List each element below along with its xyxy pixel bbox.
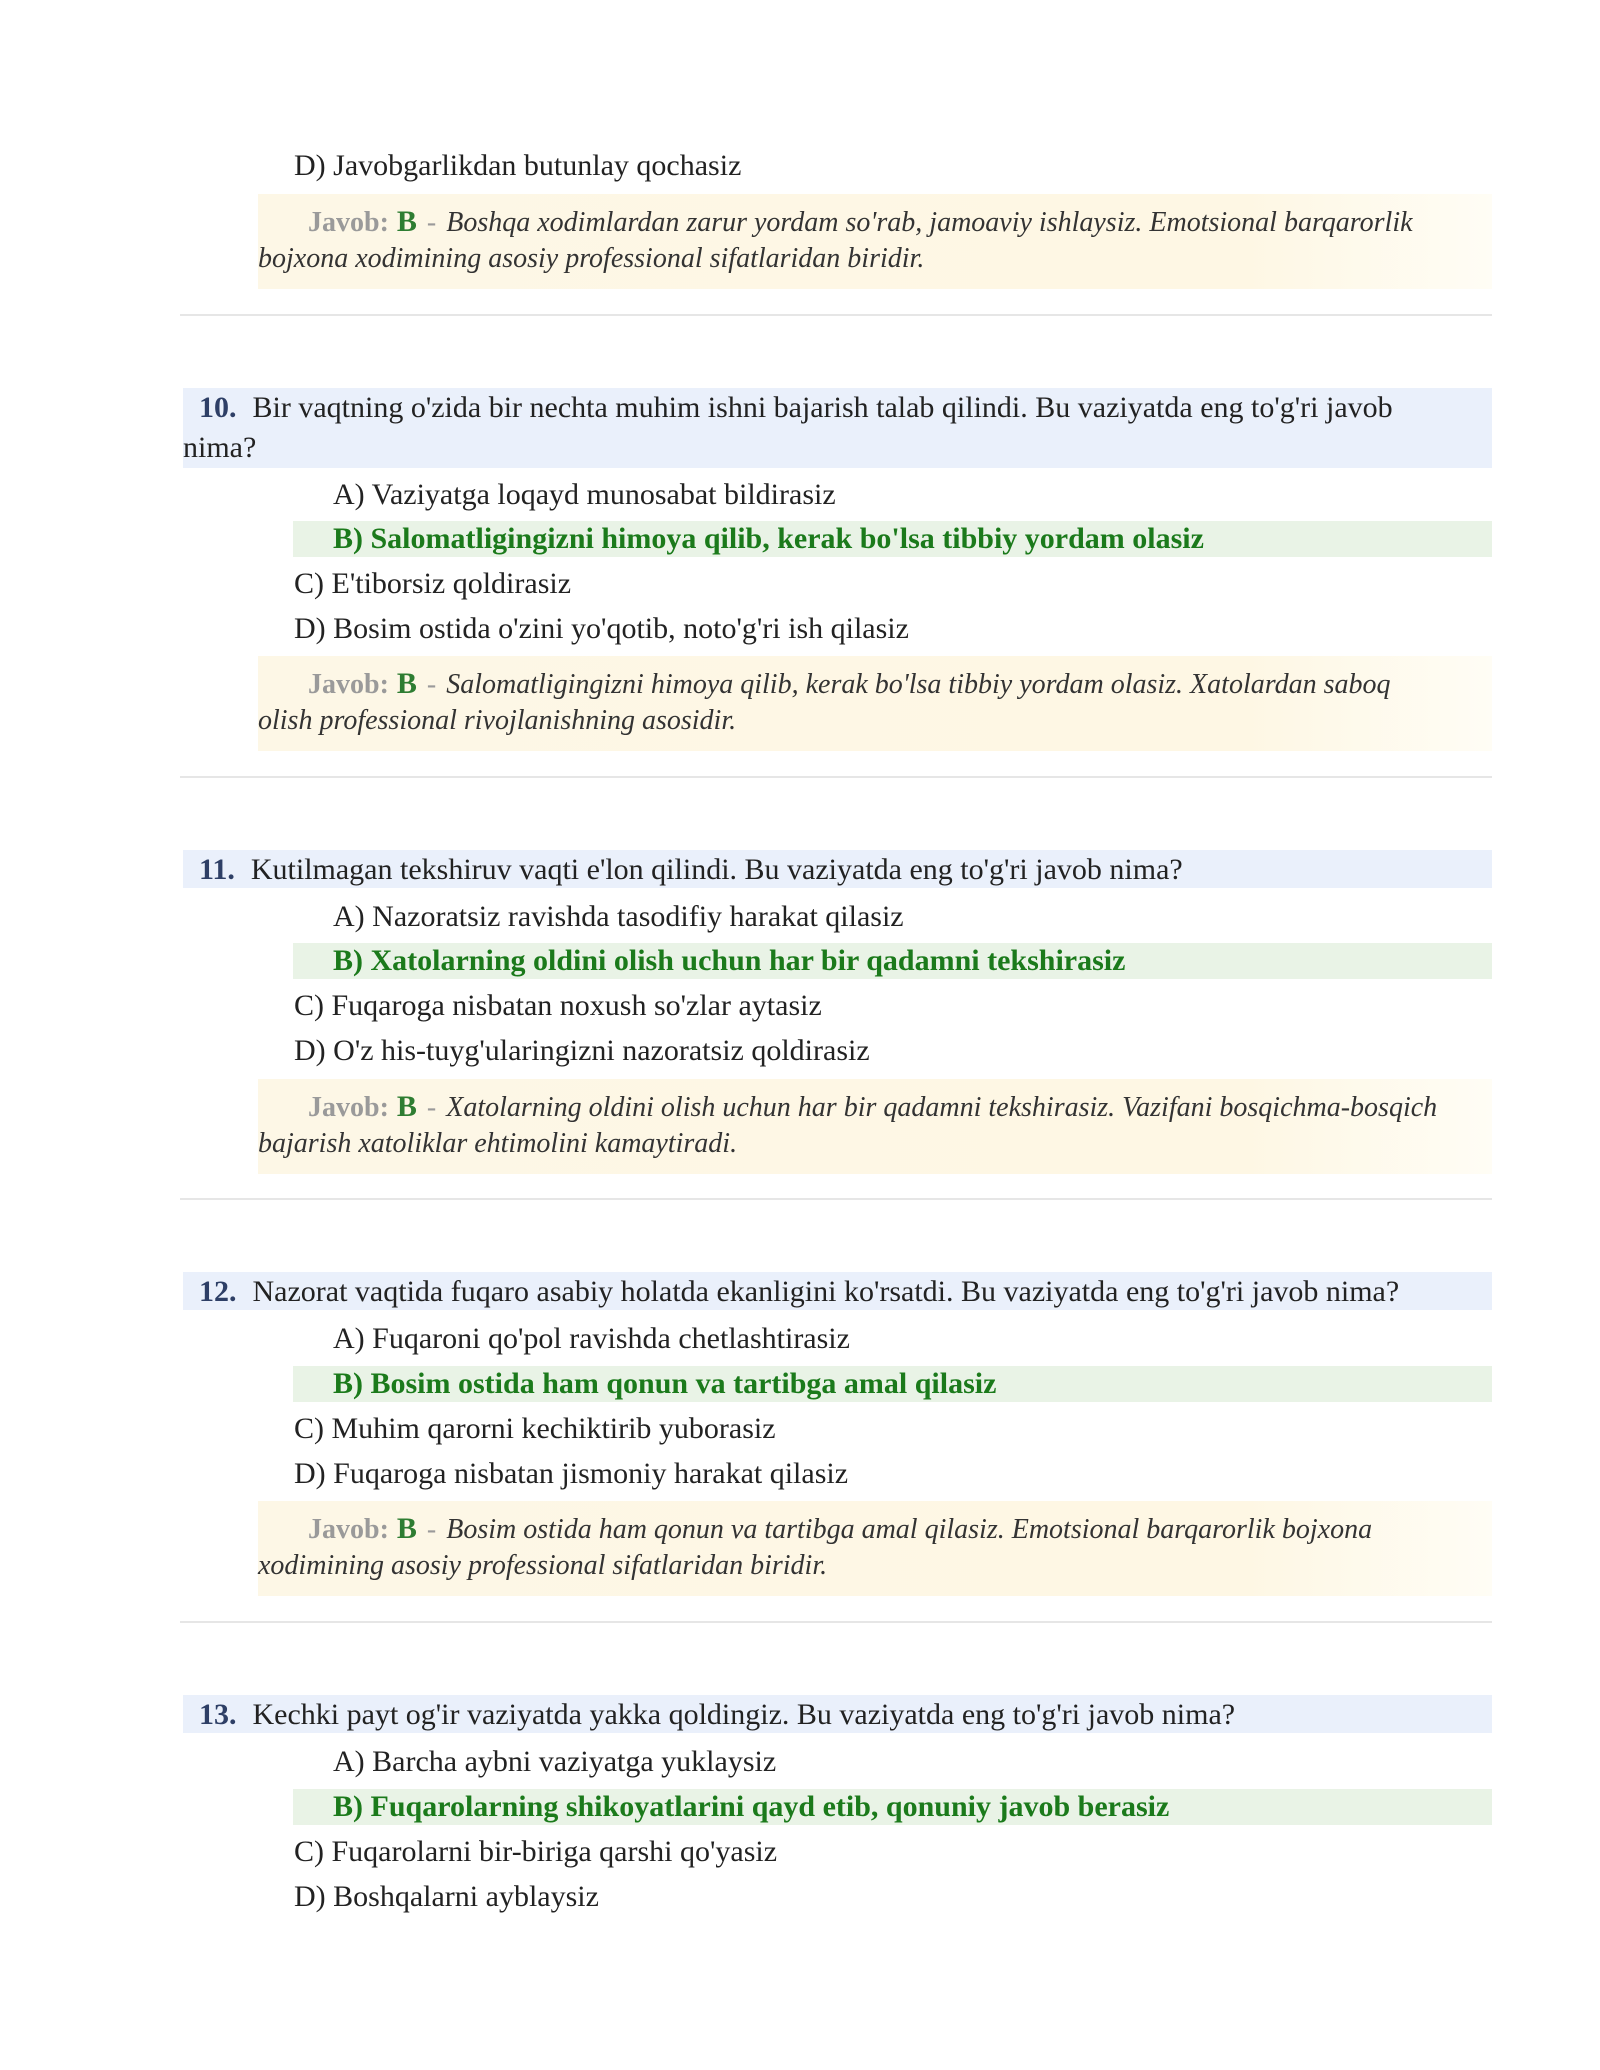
question-13 [183, 1695, 1492, 1733]
answer-label: Javob: [308, 669, 389, 700]
question-number: 12. [199, 1275, 237, 1308]
answer-letter: B [396, 1090, 417, 1123]
answer-line2: bojxona xodimining asosiy professional sifatlaridan biridir. [258, 243, 925, 274]
question-number: 13. [199, 1698, 237, 1731]
divider [180, 1198, 1492, 1200]
option-b-correct: B) Salomatligingizni himoya qilib, kerak bo'lsa tibbiy yordam olasiz [333, 522, 1204, 555]
option-d: D) Fuqaroga nisbatan jismoniy harakat qilasiz [294, 1457, 849, 1490]
option-a: A) Nazoratsiz ravishda tasodifiy harakat qilasiz [333, 900, 904, 933]
question-10 [183, 388, 1492, 468]
question-text-line1: Bir vaqtning o'zida bir nechta muhim ishni bajarish talab qilindi. Bu vaziyatda eng to'g'ri javob [252, 391, 1393, 424]
answer-letter: B [396, 1512, 417, 1545]
question-number: 10. [199, 391, 237, 424]
answer-line2: bajarish xatoliklar ehtimolini kamaytiradi. [258, 1128, 738, 1159]
answer-dash: - [426, 1092, 437, 1123]
option-d: D) Javobgarlikdan butunlay qochasiz [294, 149, 742, 182]
answer-line1: Xatolarning oldini olish uchun har bir qadamni tekshirasiz. Vazifani bosqichma-bosqich [446, 1092, 1438, 1123]
option-d: D) O'z his-tuyg'ularingizni nazoratsiz qoldirasiz [294, 1034, 870, 1067]
option-c: C) Muhim qarorni kechiktirib yuborasiz [294, 1412, 776, 1445]
answer-explanation [258, 194, 1492, 289]
option-d: D) Boshqalarni ayblaysiz [294, 1880, 599, 1913]
answer-letter: B [396, 667, 417, 700]
question-text-line2: nima? [183, 431, 257, 464]
option-a: A) Barcha aybni vaziyatga yuklaysiz [333, 1745, 777, 1778]
answer-explanation [258, 1501, 1492, 1596]
answer-explanation [258, 1079, 1492, 1174]
option-b-correct: B) Fuqarolarning shikoyatlarini qayd etib, qonuniy javob berasiz [333, 1790, 1170, 1823]
divider [180, 776, 1492, 778]
option-d: D) Bosim ostida o'zini yo'qotib, noto'g'ri ish qilasiz [294, 612, 909, 645]
question-text-line1: Nazorat vaqtida fuqaro asabiy holatda ekanligini ko'rsatdi. Bu vaziyatda eng to'g'ri javob nima? [252, 1275, 1400, 1308]
question-11 [183, 850, 1492, 888]
option-b-correct: B) Bosim ostida ham qonun va tartibga amal qilasiz [333, 1367, 997, 1400]
option-c: C) E'tiborsiz qoldirasiz [294, 567, 572, 600]
answer-line1: Boshqa xodimlardan zarur yordam so'rab, jamoaviy ishlaysiz. Emotsional barqarorlik [446, 207, 1413, 238]
answer-line1: Bosim ostida ham qonun va tartibga amal qilasiz. Emotsional barqarorlik bojxona [446, 1514, 1373, 1545]
question-12 [183, 1272, 1492, 1310]
answer-label: Javob: [308, 1514, 389, 1545]
answer-explanation [258, 656, 1492, 751]
answer-line2: olish professional rivojlanishning asosidir. [258, 705, 737, 736]
divider [180, 1621, 1492, 1623]
option-c: C) Fuqaroga nisbatan noxush so'zlar aytasiz [294, 989, 822, 1022]
question-number: 11. [199, 853, 235, 886]
answer-line1: Salomatligingizni himoya qilib, kerak bo'lsa tibbiy yordam olasiz. Xatolardan saboq [446, 669, 1391, 700]
option-c: C) Fuqarolarni bir-biriga qarshi qo'yasiz [294, 1835, 778, 1868]
answer-label: Javob: [308, 1092, 389, 1123]
answer-dash: - [426, 207, 437, 238]
answer-dash: - [426, 1514, 437, 1545]
answer-dash: - [426, 669, 437, 700]
answer-line2: xodimining asosiy professional sifatlaridan biridir. [258, 1550, 828, 1581]
option-a: A) Vaziyatga loqayd munosabat bildirasiz [333, 478, 836, 511]
divider [180, 314, 1492, 316]
answer-letter: B [396, 205, 417, 238]
question-text-line1: Kechki payt og'ir vaziyatda yakka qoldingiz. Bu vaziyatda eng to'g'ri javob nima? [252, 1698, 1236, 1731]
option-b-correct: B) Xatolarning oldini olish uchun har bir qadamni tekshirasiz [333, 944, 1126, 977]
answer-label: Javob: [308, 207, 389, 238]
option-a: A) Fuqaroni qo'pol ravishda chetlashtirasiz [333, 1322, 850, 1355]
question-text-line1: Kutilmagan tekshiruv vaqti e'lon qilindi. Bu vaziyatda eng to'g'ri javob nima? [250, 853, 1183, 886]
